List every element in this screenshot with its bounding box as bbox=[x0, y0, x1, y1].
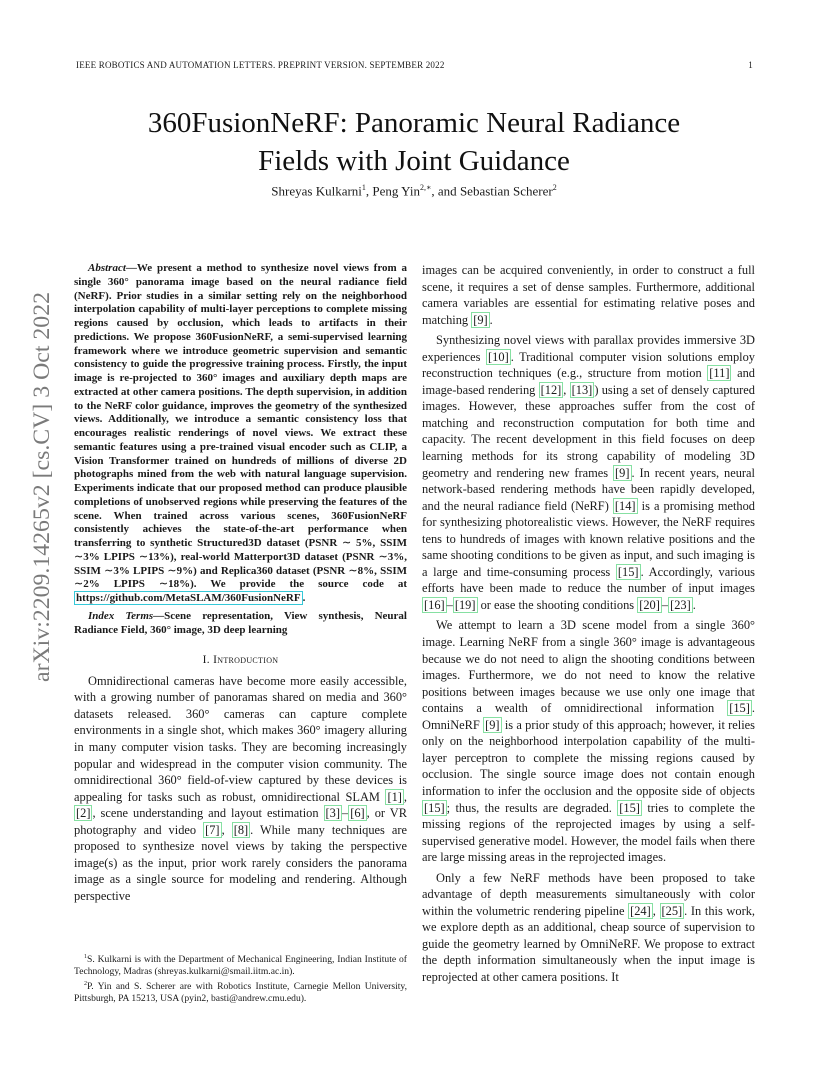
body-text: – bbox=[342, 806, 349, 821]
citation-link[interactable]: [7] bbox=[205, 822, 220, 837]
author-name: Peng Yin bbox=[372, 183, 420, 199]
body-text: Synthesizing novel views with parallax provides immersive 3D experiences bbox=[422, 333, 755, 364]
body-text: . bbox=[489, 312, 493, 327]
citation-link[interactable]: [10] bbox=[488, 349, 509, 364]
footnote-2 bbox=[74, 978, 407, 1005]
body-text: , or VR photography and video bbox=[74, 806, 407, 837]
abstract-text: We present a method to synthesize novel views from a single 360° panorama image based on the neural radiance field (NeRF). Prior studies in a similar setting rely on the neighborhood interpolation capability of multi-layer perceptions to complete missing regions caused by occlusion, which leads to artifacts in their predictions. We propose 360FusionNeRF, a semi-supervised learning framework where we introduce geometric supervision and semantic consistency to guide the progressive training process. Firstly, the input image is re-projected to 360° images and auxiliary depth maps are extracted at other camera positions. The depth supervision, in addition to the NeRF color guidance, improves the geometry of the synthesized views. Additionally, we introduce a semantic consistency loss that encourages realistic renderings of novel views. We extract these semantic features using a pre-trained visual encoder such as CLIP, a Vision Transformer trained on hundreds of millions of diverse 2D photographs mined from the web with natural language supervision. Experiments indicate that our proposed method can produce plausible completions of unobserved regions while preserving the features of the scene. When trained across various scenes, 360FusionNeRF consistently achieves the state-of-the-art performance when transferring to synthetic Structured3D dataset (PSNR ∼ 5%, SSIM ∼3% LPIPS ∼13%), real-world Matterport3D dataset (PSNR ∼3%, SSIM ∼3% LPIPS ∼9%) and Replica360 dataset (PSNR ∼8%, SSIM ∼2% LPIPS ∼18%). We provide the source code at bbox=[74, 262, 407, 591]
body-text: – bbox=[446, 597, 453, 612]
citation-link[interactable]: [9] bbox=[615, 465, 630, 480]
citation-link[interactable]: [15] bbox=[424, 800, 445, 815]
body-text: Omnidirectional cameras have become more easily accessible, with a growing number of panoramas shared on media and 360° datasets released. 360° cameras can capture complete environments in a single shot, which makes 360° imagery alluring in many computer vision tasks. They are becoming increasingly popular and widespread in the computer vision community. The omnidirectional 360° field-of-view captured by these devices is appealing for tasks such as robust, omnidirectional SLAM bbox=[74, 673, 407, 804]
title-line-2: Fields with Joint Guidance bbox=[258, 145, 570, 177]
body-text: . In this work, we explore depth as an additional, cheap source of supervision to guide the geometry learned by OmniNeRF. We propose to extract the depth information simultaneously when the input image is reprojected at other camera positions. It bbox=[422, 903, 755, 984]
right-column bbox=[422, 262, 755, 986]
citation-link[interactable]: [24] bbox=[630, 903, 651, 918]
arxiv-id-text: arXiv:2209.14265v2 [cs.CV] 3 Oct 2022 bbox=[29, 296, 55, 682]
body-text: . Accordingly, various efforts have been made to reduce the number of input images bbox=[422, 564, 755, 596]
footnote-mark: 1 bbox=[84, 954, 87, 960]
body-text: ) using a set of densely captured images. However, these approaches suffer from the cost of matching and reconstruction computation for both time and capacity. The recent development in this field focuses on deep learning methods for its strong capability of modeling 3D geometry and rendering new frames bbox=[422, 382, 755, 480]
author-separator: , bbox=[365, 183, 373, 199]
footnote-mark: 2 bbox=[84, 981, 87, 988]
index-terms-text: Scene representation, View synthesis, Neural Radiance Field, 360° image, 3D deep learning bbox=[74, 609, 407, 636]
body-text: . Traditional computer vision solutions employ reconstruction techniques (e.g., structure from motion bbox=[422, 349, 755, 381]
body-text: , scene understanding and layout estimation bbox=[92, 806, 324, 821]
author-name: Sebastian Scherer bbox=[459, 183, 553, 199]
citation-link[interactable]: [13] bbox=[571, 382, 593, 397]
body-text: Only a few NeRF methods have been proposed to take advantage of depth measurements simultaneously with color within the volumetric rendering pipeline bbox=[422, 870, 755, 918]
author-separator: , and bbox=[431, 183, 460, 199]
source-code-link[interactable]: https://github.com/MetaSLAM/360FusionNeRF bbox=[76, 592, 301, 604]
body-paragraph-4 bbox=[422, 870, 755, 986]
body-text: images can be acquired conveniently, in order to construct a full scene, it requires a set of dense samples. Furthermore, additional camera variables are essential for estimating relative poses and matching bbox=[422, 263, 755, 327]
index-terms bbox=[74, 610, 407, 638]
section-heading-introduction bbox=[74, 652, 407, 669]
citation-link[interactable]: [19] bbox=[454, 597, 476, 612]
citation-link[interactable]: [9] bbox=[473, 312, 488, 327]
body-text: and image-based rendering bbox=[422, 366, 756, 397]
body-text: ; thus, the results are degraded. bbox=[446, 800, 618, 815]
author-list bbox=[0, 183, 828, 199]
body-paragraph-2 bbox=[422, 332, 755, 613]
citation-link[interactable]: [23] bbox=[670, 597, 691, 612]
abstract-dash: — bbox=[125, 262, 137, 274]
citation-link[interactable]: [3] bbox=[325, 806, 340, 821]
citation-link[interactable]: [9] bbox=[485, 717, 500, 732]
citation-link[interactable]: [14] bbox=[614, 498, 636, 513]
arxiv-identifier bbox=[27, 292, 57, 682]
footnotes bbox=[74, 951, 407, 1005]
section-title: Introduction bbox=[213, 654, 279, 667]
citation-link[interactable]: [25] bbox=[661, 903, 683, 918]
citation-link[interactable]: [8] bbox=[233, 822, 249, 837]
citation-link[interactable]: [6] bbox=[350, 806, 365, 821]
intro-paragraph bbox=[74, 673, 407, 905]
section-number: I. bbox=[202, 654, 214, 667]
body-text: or ease the shooting conditions bbox=[477, 597, 638, 612]
abstract-end: . bbox=[302, 592, 306, 604]
body-paragraph-3 bbox=[422, 617, 755, 865]
citation-link[interactable]: [16] bbox=[424, 597, 445, 612]
author-name: Shreyas Kulkarni bbox=[271, 183, 362, 199]
body-text: , bbox=[221, 822, 232, 837]
abstract-label: Abstract bbox=[88, 262, 126, 274]
body-text: tries to complete the missing regions of the reprojected images by using a self-supervised generative model. However, the model fails when there are large missing areas in the reprojected images. bbox=[422, 800, 755, 865]
citation-link[interactable]: [2] bbox=[76, 806, 91, 821]
body-text: is a promising method for synthesizing photorealistic views. However, the NeRF requires tens to hundreds of images with known relative positions and the same shooting conditions to be given as input, and such imaging is a large and time-consuming process bbox=[422, 498, 756, 579]
body-text: . bbox=[692, 597, 696, 612]
paper-title bbox=[0, 104, 828, 180]
citation-link[interactable]: [20] bbox=[639, 597, 660, 612]
body-text: , bbox=[563, 382, 570, 397]
author-affiliation-mark: 1 bbox=[361, 183, 366, 192]
body-text: , bbox=[403, 789, 407, 804]
body-paragraph-1 bbox=[422, 262, 755, 328]
footnote-text: P. Yin and S. Scherer are with Robotics Institute, Carnegie Mellon University, Pittsburgh, PA 15213, USA (pyin2, basti@andrew.cmu.edu). bbox=[74, 981, 407, 1005]
body-text: – bbox=[661, 597, 669, 612]
title-line-1: 360FusionNeRF: Panoramic Neural Radiance bbox=[147, 107, 681, 139]
author-affiliation-mark: 2 bbox=[552, 183, 557, 192]
citation-link[interactable]: [12] bbox=[540, 382, 562, 397]
index-terms-label: Index Terms bbox=[88, 609, 154, 622]
page-number: 1 bbox=[748, 60, 753, 70]
footnote-1 bbox=[74, 951, 407, 978]
citation-link[interactable]: [1] bbox=[387, 789, 402, 804]
footnote-text: S. Kulkarni is with the Department of Mechanical Engineering, Indian Institute of Technology, Madras (shreyas.kulkarni@smail.iitm.ac.in). bbox=[74, 954, 407, 978]
body-text: . In recent years, neural network-based rendering methods have been rapidly developed, and the neural radiance field (NeRF) bbox=[422, 465, 756, 513]
abstract bbox=[74, 262, 407, 606]
citation-link[interactable]: [15] bbox=[729, 701, 750, 716]
citation-link[interactable]: [15] bbox=[619, 800, 640, 815]
body-text: . OmniNeRF bbox=[422, 701, 755, 732]
citation-link[interactable]: [15] bbox=[617, 564, 639, 579]
left-column bbox=[74, 262, 407, 904]
index-terms-dash: — bbox=[153, 609, 165, 622]
journal-header: IEEE ROBOTICS AND AUTOMATION LETTERS. PREPRINT VERSION. SEPTEMBER 2022 bbox=[76, 60, 445, 70]
body-text: . While many techniques are proposed to synthesize novel views by taking the perspective image(s) as the input, prior work rarely considers the panorama image as a single source for modeling and rendering. Although perspective bbox=[74, 822, 407, 903]
citation-link[interactable]: [11] bbox=[709, 366, 730, 381]
body-text: is a prior study of this approach; however, it relies only on the neighborhood interpolation capability of the multi-layer perceptron to complete the missing regions caused by occlusion. The single source image does not contain enough information to infer the occlusion and the opposite side of objects bbox=[422, 717, 755, 798]
body-text: We attempt to learn a 3D scene model from a single 360° image. Learning NeRF from a single 360° image is advantageous because we do not need to align the shooting conditions between images. Furthermore, we do not need to know the relative positions between images because we use only one image that contains a wealth of omnidirectional information bbox=[422, 618, 755, 716]
author-affiliation-mark: 2,∗ bbox=[419, 183, 432, 192]
body-text: , bbox=[652, 903, 660, 918]
